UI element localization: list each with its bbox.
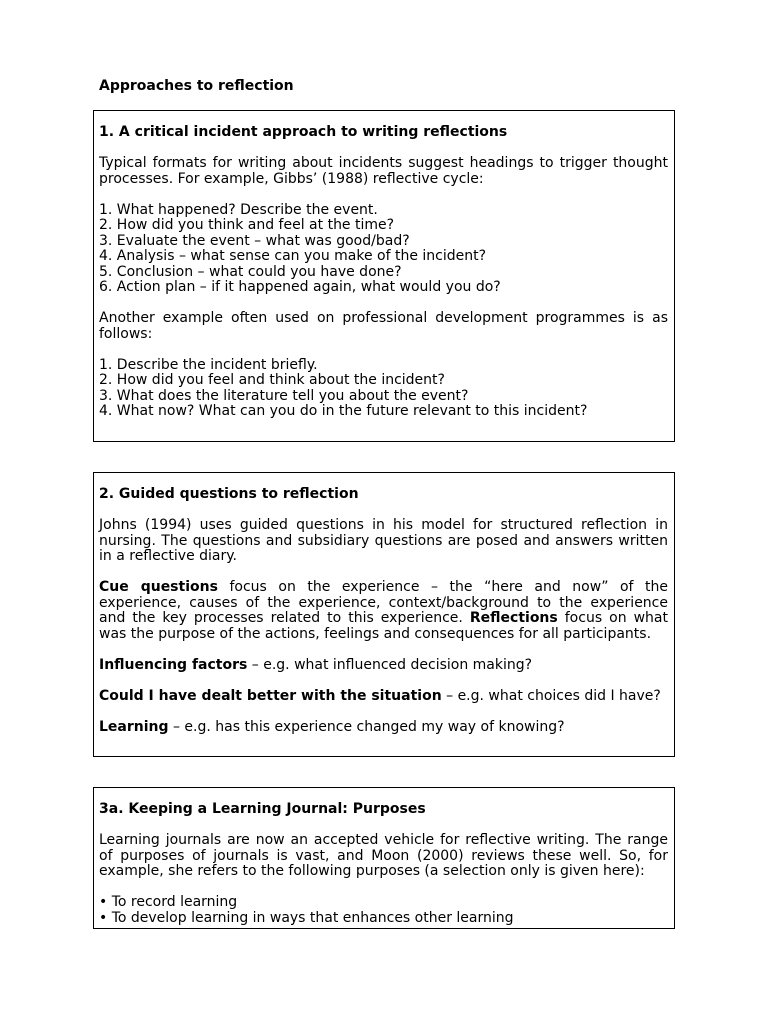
list-item: 4. What now? What can you do in the future relevant to this incident? bbox=[99, 403, 588, 419]
could-i-label: Could I have dealt better with the situation bbox=[99, 687, 442, 704]
section-2-heading: 2. Guided questions to reflection bbox=[99, 486, 359, 502]
section-1-another: Another example often used on professional development programmes is as follows: bbox=[99, 310, 668, 342]
list-item: 6. Action plan – if it happened again, what would you do? bbox=[99, 279, 501, 295]
page-title: Approaches to reflection bbox=[99, 78, 294, 94]
section-1-intro: Typical formats for writing about incidents suggest headings to trigger thought processes. For example, Gibbs’ (1988) reflective cycle: bbox=[99, 155, 668, 187]
cue-questions-label: Cue questions bbox=[99, 579, 218, 595]
could-i-paragraph bbox=[99, 689, 668, 705]
list-item: 4. Analysis – what sense can you make of the incident? bbox=[99, 248, 487, 264]
learning-paragraph bbox=[99, 720, 668, 736]
section-1-heading: 1. A critical incident approach to writing reflections bbox=[99, 124, 508, 140]
list-item: • To record learning bbox=[99, 894, 238, 910]
pd-steps-list bbox=[99, 358, 668, 420]
reflections-text: focus on what was the purpose of the actions, feelings and consequences for all participants. bbox=[99, 610, 668, 642]
list-item: • To develop learning in ways that enhances other learning bbox=[99, 909, 514, 926]
cue-questions-paragraph bbox=[99, 580, 668, 642]
section-3-intro: Learning journals are now an accepted vehicle for reflective writing. The range of purposes of journals is vast, and Moon (2000) reviews these well. So, for example, she refers to the following purposes (a selection only is given here): bbox=[99, 832, 668, 879]
list-item: 2. How did you feel and think about the incident? bbox=[99, 372, 445, 388]
could-i-text: – e.g. what choices did I have? bbox=[441, 687, 661, 704]
learning-label: Learning bbox=[99, 718, 169, 735]
section-2-intro: Johns (1994) uses guided questions in his model for structured reflection in nursing. The questions and subsidiary questions are posed and answers written in a reflective diary. bbox=[99, 517, 668, 564]
critical-incident-box bbox=[93, 110, 675, 442]
influencing-factors-label: Influencing factors bbox=[99, 656, 248, 673]
cue-questions-text: focus on the experience – the “here and now” of the experience, causes of the experience, context/background to the experience and the key processes related to this experience. bbox=[99, 579, 669, 626]
guided-questions-box bbox=[93, 472, 675, 757]
learning-journal-box bbox=[93, 787, 675, 929]
purposes-list bbox=[99, 895, 668, 926]
gibbs-cycle-list bbox=[99, 203, 668, 296]
list-item: 1. What happened? Describe the event. bbox=[99, 201, 378, 218]
list-item: 2. How did you think and feel at the time? bbox=[99, 217, 395, 233]
list-item: 1. Describe the incident briefly. bbox=[99, 356, 318, 373]
influencing-factors-text: – e.g. what influenced decision making? bbox=[247, 656, 533, 673]
list-item: 3. Evaluate the event – what was good/bad? bbox=[99, 232, 410, 249]
list-item: 3. What does the literature tell you about the event? bbox=[99, 387, 469, 404]
influencing-factors-paragraph bbox=[99, 658, 668, 674]
reflections-label: Reflections bbox=[469, 610, 558, 626]
list-item: 5. Conclusion – what could you have done? bbox=[99, 263, 402, 280]
section-3-heading: 3a. Keeping a Learning Journal: Purposes bbox=[99, 801, 426, 817]
learning-text: – e.g. has this experience changed my way of knowing? bbox=[168, 718, 565, 735]
